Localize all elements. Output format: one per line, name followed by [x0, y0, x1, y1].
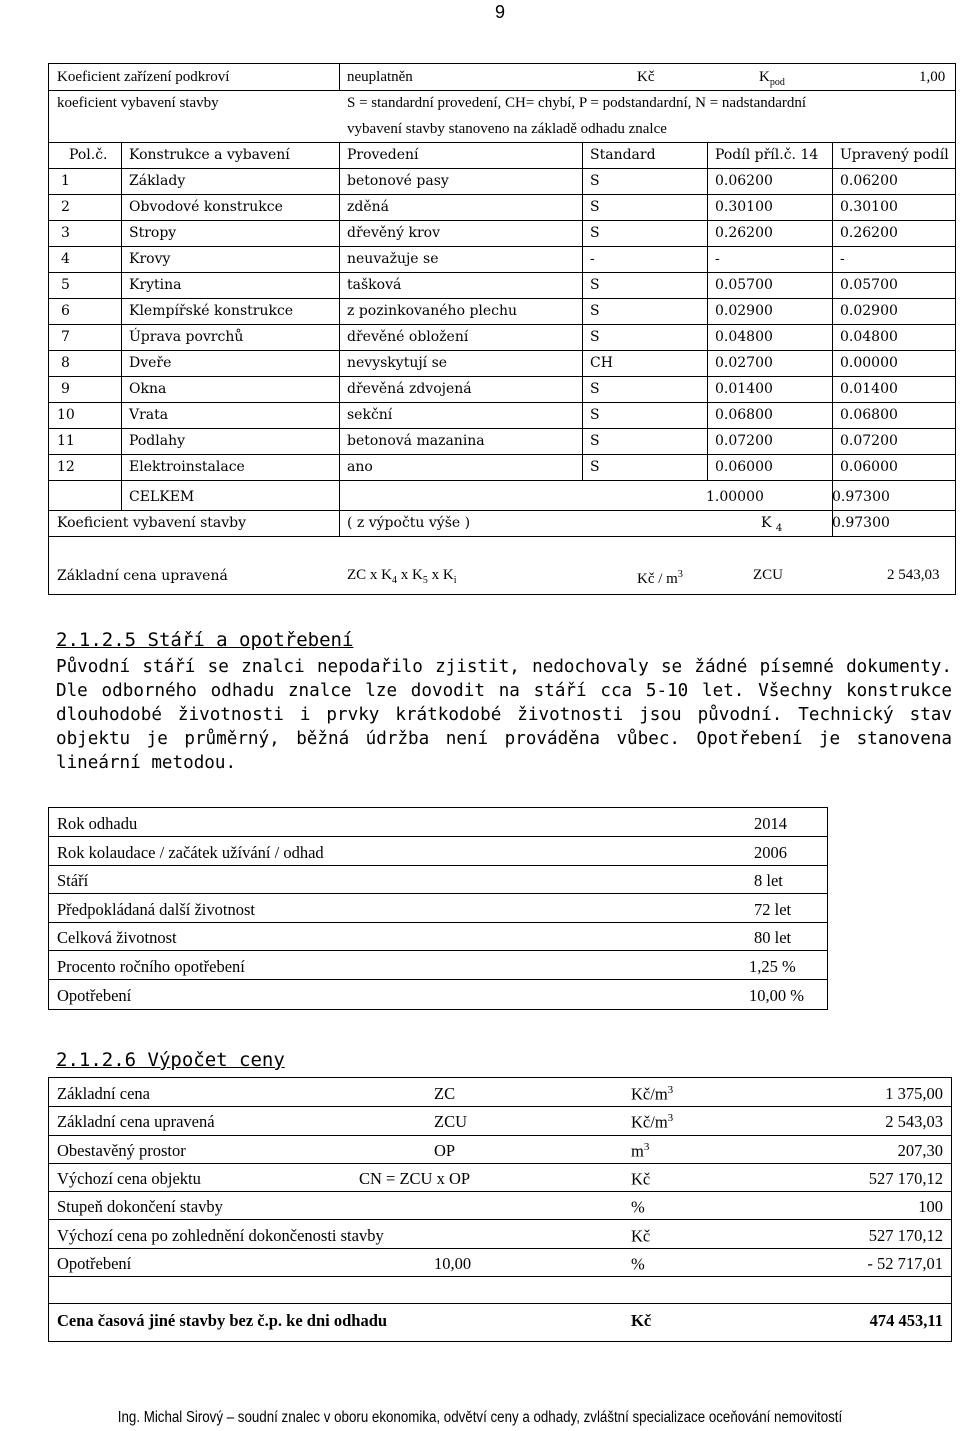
calc-row: [49, 1106, 951, 1135]
item-upraveny: -: [840, 251, 845, 267]
item-podil: 0.30100: [715, 199, 773, 215]
age-row: [49, 865, 827, 894]
floor-coef-number: 1,00: [919, 69, 946, 85]
item-number: 8: [61, 355, 70, 371]
item-standard: S: [590, 173, 600, 189]
age-row-label: Předpokládaná další životnost: [57, 899, 255, 919]
total-label: CELKEM: [129, 489, 195, 505]
calc-row: [49, 1078, 951, 1107]
item-provedeni: sekční: [347, 407, 393, 423]
floor-coef-label: Koeficient zařízení podkroví: [57, 69, 230, 85]
item-standard: CH: [590, 355, 613, 371]
calc-unit: %: [631, 1254, 645, 1274]
calc-value: 527 170,12: [868, 1225, 943, 1245]
item-podil: 0.06200: [715, 173, 773, 189]
header-pol: Pol.č.: [69, 147, 108, 163]
item-podil: 0.02900: [715, 303, 773, 319]
calc-value: 100: [918, 1197, 943, 1217]
item-name: Okna: [129, 381, 167, 397]
item-name: Stropy: [129, 225, 177, 241]
calc-label: Výchozí cena po zohlednění dokončenosti stavby: [57, 1225, 384, 1245]
item-number: 4: [61, 251, 70, 267]
calc-row: [49, 1191, 951, 1220]
age-row-value: 1,25 %: [749, 957, 796, 976]
item-standard: S: [590, 381, 600, 397]
calc-label: Stupeň dokončení stavby: [57, 1197, 223, 1217]
calc-row: [49, 1220, 951, 1249]
item-number: 2: [61, 199, 70, 215]
section-heading-age: 2.1.2.5 Stáří a opotřebení: [56, 629, 354, 651]
coef-note: ( z výpočtu výše ): [347, 515, 471, 531]
item-upraveny: 0.02900: [840, 303, 898, 319]
item-name: Vrata: [129, 407, 169, 423]
item-upraveny: 0.06000: [840, 459, 898, 475]
age-row: [49, 894, 827, 923]
age-description: Původní stáří se znalci nepodařilo zjistit, nedochovaly se žádné písemné dokumenty. Dle odborného odhadu znalce lze dovodit na stáří cca 5-10 let. Všechny konstrukce dlouhodobé životnosti i prvky krátkodobé životnosti jsou původní. Technický stav objektu je průměrný, běžná údržba není prováděna vůbec. Opotřebení je stanovena lineární metodou.: [56, 657, 952, 773]
item-upraveny: 0.26200: [840, 225, 898, 241]
base-label: Základní cena upravená: [57, 568, 228, 584]
item-provedeni: betonové pasy: [347, 173, 449, 189]
item-name: Úprava povrchů: [129, 329, 244, 345]
item-podil: 0.04800: [715, 329, 773, 345]
calc-value: - 52 717,01: [867, 1253, 943, 1273]
item-provedeni: ano: [347, 459, 373, 475]
calc-row: [49, 1163, 951, 1192]
age-row-value: 72 let: [754, 899, 792, 919]
price-table: [48, 1077, 952, 1342]
age-row-value: 2014: [754, 814, 787, 833]
item-provedeni: nevyskytují se: [347, 355, 448, 371]
age-row-label: Opotřebení: [57, 985, 132, 1005]
item-name: Základy: [129, 173, 186, 189]
coef-symbol: K $_4$: [761, 515, 783, 534]
equipment-table: [48, 63, 956, 595]
item-name: Podlahy: [129, 433, 185, 449]
calc-row: [49, 1135, 951, 1164]
calc-unit: $Kč/m^3$: [631, 1112, 674, 1132]
calc-row: [49, 1248, 951, 1277]
calc-unit: $Kč/m^3$: [631, 1084, 674, 1104]
item-standard: S: [590, 459, 600, 475]
floor-coef-value: neuplatněn: [347, 69, 413, 85]
age-row-label: Rok odhadu: [57, 814, 138, 833]
calc-value: 2 543,03: [885, 1112, 943, 1132]
item-number: 10: [57, 407, 75, 423]
calc-code: CN = ZCU x OP: [359, 1168, 471, 1188]
calc-value: 1 375,00: [885, 1084, 943, 1103]
header-upraveny: Upravený podíl: [840, 147, 949, 163]
item-upraveny: 0.05700: [840, 277, 898, 293]
header-konstrukce: Konstrukce a vybavení: [129, 147, 290, 163]
item-podil: 0.07200: [715, 433, 773, 449]
item-podil: -: [715, 251, 720, 267]
calc-code: 10,00: [434, 1253, 472, 1273]
total-podil: 1.00000: [706, 489, 764, 505]
item-number: 1: [61, 173, 70, 189]
item-number: 5: [61, 277, 70, 293]
item-upraveny: 0.30100: [840, 199, 898, 215]
final-price-value: 474 453,11: [869, 1311, 943, 1331]
item-name: Obvodové konstrukce: [129, 199, 283, 215]
item-upraveny: 0.00000: [840, 355, 898, 371]
page-number: 9: [494, 2, 505, 22]
header-standard: Standard: [590, 147, 656, 163]
base-value: 2 543,03: [887, 567, 940, 583]
item-standard: S: [590, 407, 600, 423]
base-formula: ZC x $K_4$ x $K_5$ x $K_i$: [347, 567, 457, 586]
calc-value: 207,30: [897, 1140, 943, 1160]
age-row-label: Procento ročního opotřebení: [57, 957, 245, 976]
item-number: 6: [61, 303, 70, 319]
item-upraveny: 0.04800: [840, 329, 898, 345]
item-podil: 0.01400: [715, 381, 773, 397]
item-name: Klempířské konstrukce: [129, 303, 294, 319]
age-row: [49, 980, 827, 1008]
item-provedeni: betonová mazanina: [347, 433, 485, 449]
calc-unit: Kč: [631, 1226, 651, 1245]
coef-label: Koeficient vybavení stavby: [57, 515, 247, 531]
calc-value: 527 170,12: [868, 1168, 943, 1188]
header-podil: Podíl příl.č. 14: [715, 147, 819, 163]
item-podil: 0.05700: [715, 277, 773, 293]
calc-code: ZC: [434, 1084, 456, 1103]
calc-label: Opotřebení: [57, 1253, 132, 1273]
item-podil: 0.26200: [715, 225, 773, 241]
age-row-value: 2006: [754, 842, 787, 862]
item-provedeni: zděná: [347, 199, 389, 215]
final-price-row: [49, 1304, 951, 1338]
equip-legend-1: S = standardní provedení, CH= chybí, P = podstandardní, N = nadstandardní: [347, 95, 807, 111]
item-standard: S: [590, 329, 600, 345]
age-row: [49, 808, 827, 837]
base-code: ZCU: [753, 567, 783, 583]
calc-unit: %: [631, 1197, 645, 1217]
coef-value: 0.97300: [832, 515, 890, 531]
calc-code: ZCU: [434, 1112, 467, 1132]
item-upraveny: 0.01400: [840, 381, 898, 397]
calc-label: Výchozí cena objektu: [57, 1168, 201, 1188]
item-name: Krovy: [129, 251, 171, 267]
item-upraveny: 0.06200: [840, 173, 898, 189]
item-name: Dveře: [129, 355, 172, 371]
item-provedeni: neuvažuje se: [347, 251, 439, 267]
calc-code: OP: [434, 1140, 456, 1160]
equip-coef-label: koeficient vybavení stavby: [57, 95, 219, 111]
item-provedeni: z pozinkovaného plechu: [347, 303, 518, 319]
item-upraveny: 0.07200: [840, 433, 898, 449]
item-upraveny: 0.06800: [840, 407, 898, 423]
calc-label: Obestavěný prostor: [57, 1140, 186, 1160]
base-unit: Kč / $m^3$: [637, 569, 683, 587]
section-heading-price: 2.1.2.6 Výpočet ceny: [56, 1049, 285, 1071]
age-row-label: Celková životnost: [57, 928, 177, 948]
calc-label: Základní cena: [57, 1084, 150, 1103]
item-number: 3: [61, 225, 70, 241]
item-provedeni: dřevěné obložení: [347, 329, 469, 345]
header-provedeni: Provedení: [347, 147, 419, 163]
age-row: [49, 837, 827, 866]
item-podil: 0.06800: [715, 407, 773, 423]
floor-coef-unit: Kč: [637, 69, 655, 85]
final-price-label: Cena časová jiné stavby bez č.p. ke dni odhadu: [57, 1311, 388, 1331]
equip-legend-2: vybavení stavby stanoveno na základě odhadu znalce: [347, 121, 667, 137]
age-row-label: Stáří: [57, 871, 89, 891]
item-podil: 0.02700: [715, 355, 773, 371]
age-row-value: 80 let: [754, 928, 792, 948]
age-row-value: 8 let: [754, 871, 783, 891]
item-provedeni: tašková: [347, 277, 402, 293]
age-row: [49, 922, 827, 951]
calc-label: Základní cena upravená: [57, 1112, 215, 1132]
age-row-label: Rok kolaudace / začátek užívání / odhad: [57, 842, 324, 862]
item-standard: S: [590, 225, 600, 241]
item-number: 11: [57, 433, 75, 449]
floor-coef-symbol: $K_{pod}$: [759, 69, 785, 88]
calc-unit: $m^3$: [631, 1140, 650, 1161]
item-name: Krytina: [129, 277, 182, 293]
item-name: Elektroinstalace: [129, 459, 245, 475]
item-provedeni: dřevěný krov: [347, 225, 441, 241]
item-standard: -: [590, 251, 595, 267]
item-provedeni: dřevěná zdvojená: [347, 381, 472, 397]
footer: Ing. Michal Sirový – soudní znalec v oboru ekonomika, odvětví ceny a odhady, zvláštní specializace oceňování nemovitostí: [117, 1409, 843, 1426]
item-standard: S: [590, 277, 600, 293]
age-table: [48, 807, 828, 1010]
age-row: [49, 951, 827, 980]
calc-unit: Kč: [631, 1169, 651, 1189]
final-price-unit: Kč: [631, 1311, 652, 1331]
item-standard: S: [590, 199, 600, 215]
age-row-value: 10,00 %: [749, 985, 804, 1005]
item-number: 7: [61, 329, 70, 345]
item-standard: S: [590, 433, 600, 449]
item-number: 12: [57, 459, 75, 475]
item-standard: S: [590, 303, 600, 319]
total-upraveny: 0.97300: [832, 489, 890, 505]
item-number: 9: [61, 381, 70, 397]
item-podil: 0.06000: [715, 459, 773, 475]
